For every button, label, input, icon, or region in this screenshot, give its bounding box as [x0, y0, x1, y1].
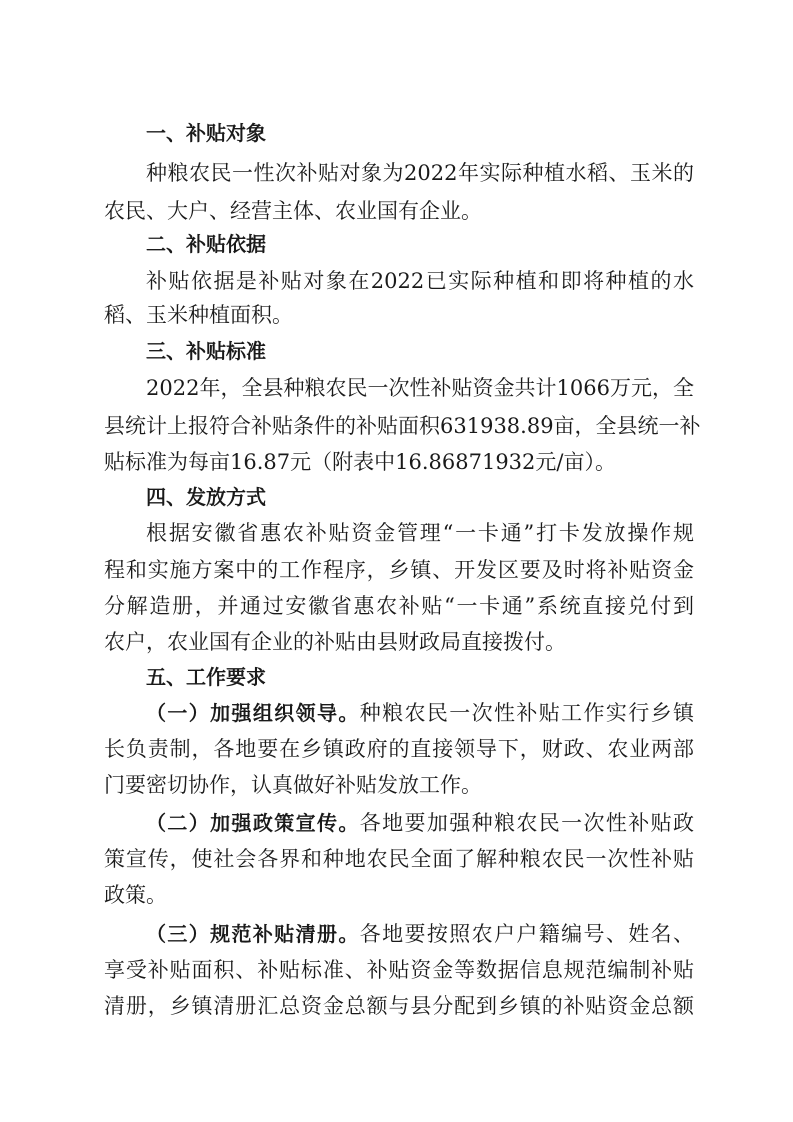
paragraph-line: 补贴依据是补贴对象在2022已实际种植和即将种植的水 [146, 269, 694, 293]
item-title: （一）加强组织领导。 [146, 701, 360, 725]
paragraph-line: 2022年，全县种粮农民一次性补贴资金共计1066万元，全 [146, 376, 694, 400]
section-heading: 一、补贴对象 [146, 121, 266, 145]
paragraph-line: 县统计上报符合补贴条件的补贴面积631938.89亩，全县统一补 [104, 414, 701, 438]
item-text: 种粮农民一次性补贴工作实行乡镇 [359, 701, 694, 725]
section-heading: 三、补贴标准 [146, 339, 266, 363]
paragraph-line [146, 808, 694, 838]
paragraph-line: 分解造册，并通过安徽省惠农补贴“一卡通”系统直接兑付到 [104, 594, 694, 618]
paragraph-line: 长负责制，各地要在乡镇政府的直接领导下，财政、农业两部 [104, 737, 694, 761]
paragraph-line: 策宣传，使社会各界和种地农民全面了解种粮农民一次性补贴 [104, 847, 694, 871]
item-title: （三）规范补贴清册。 [146, 922, 360, 946]
item-title: （二）加强政策宣传。 [146, 811, 360, 835]
paragraph-line: 根据安徽省惠农补贴资金管理“一卡通”打卡发放操作规 [146, 521, 694, 545]
paragraph-line: 清册，乡镇清册汇总资金总额与县分配到乡镇的补贴资金总额 [104, 994, 694, 1018]
paragraph-line: 政策。 [104, 883, 167, 907]
item-text: 各地要按照农户户籍编号、姓名、 [359, 922, 694, 946]
paragraph-line: 门要密切协作，认真做好补贴发放工作。 [104, 773, 482, 797]
paragraph-line: 农民、大户、经营主体、农业国有企业。 [104, 199, 482, 223]
paragraph-line: 程和实施方案中的工作程序，乡镇、开发区要及时将补贴资金 [104, 558, 694, 582]
paragraph-line: 种粮农民一性次补贴对象为2022年实际种植水稻、玉米的 [146, 161, 694, 185]
paragraph-line: 农户，农业国有企业的补贴由县财政局直接拨付。 [104, 630, 566, 654]
paragraph-line [146, 698, 694, 728]
paragraph-line: 稻、玉米种植面积。 [104, 303, 293, 327]
section-heading: 五、工作要求 [146, 665, 266, 689]
section-heading: 二、补贴依据 [146, 232, 266, 256]
section-heading: 四、发放方式 [146, 485, 266, 509]
item-text: 各地要加强种粮农民一次性补贴政 [359, 811, 694, 835]
paragraph-line [146, 919, 694, 949]
paragraph-line: 享受补贴面积、补贴标准、补贴资金等数据信息规范编制补贴 [104, 958, 694, 982]
paragraph-line: 贴标准为每亩16.87元（附表中16.86871932元/亩）。 [104, 450, 616, 474]
